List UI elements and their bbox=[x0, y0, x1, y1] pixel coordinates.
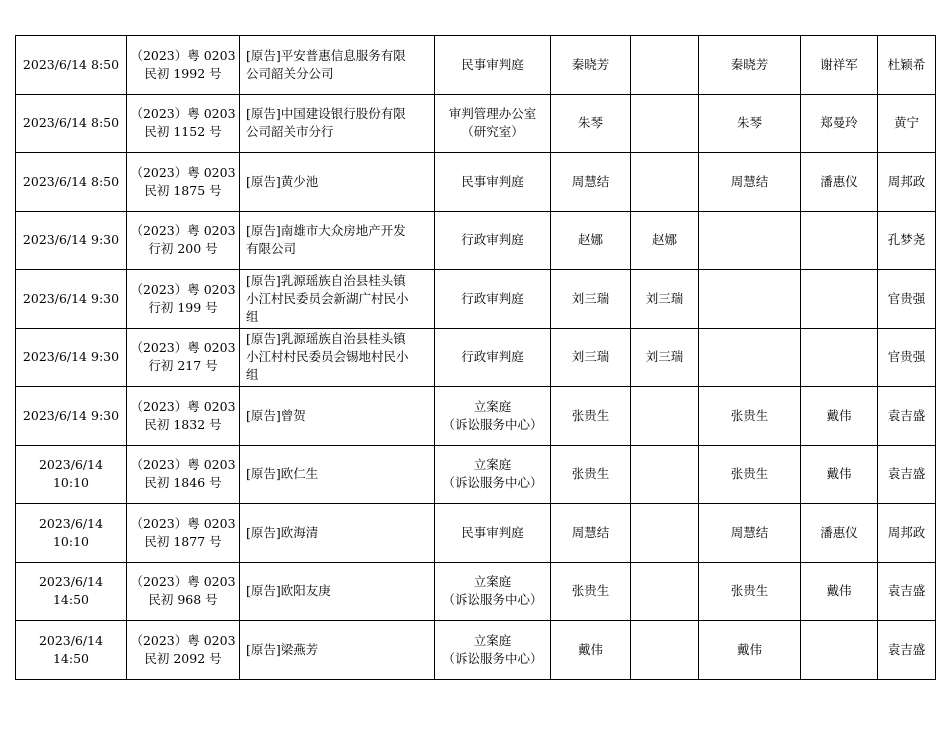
case-number-cell bbox=[127, 94, 240, 153]
name-cell-7 bbox=[699, 328, 801, 387]
judge-cell bbox=[551, 328, 631, 387]
judge-cell bbox=[551, 562, 631, 621]
case-number-cell bbox=[127, 270, 240, 329]
judge-cell bbox=[551, 445, 631, 504]
department-cell-line: 立案庭 bbox=[473, 632, 512, 648]
name-cell-7 bbox=[699, 94, 801, 153]
name-cell-6 bbox=[631, 36, 699, 95]
department-cell-line: 立案庭 bbox=[473, 398, 512, 414]
case-number-cell bbox=[127, 153, 240, 212]
judge-cell bbox=[551, 387, 631, 446]
case-number-cell-line: （2023）粤 0203 bbox=[130, 457, 236, 473]
name-cell-6 bbox=[631, 445, 699, 504]
party-cell-line: [原告]中国建设银行股份有限 bbox=[246, 106, 406, 122]
judge-cell-line: 秦晓芳 bbox=[571, 56, 610, 72]
name-cell-8 bbox=[801, 270, 878, 329]
name-cell-7-line: 周慧结 bbox=[730, 524, 769, 540]
case-number-cell-line: 行初 217 号 bbox=[148, 358, 218, 374]
department-cell bbox=[435, 36, 551, 95]
case-number-cell-line: （2023）粤 0203 bbox=[130, 632, 236, 648]
judge-cell bbox=[551, 153, 631, 212]
hearing-time-cell-line: 2023/6/14 14:50 bbox=[38, 632, 104, 666]
department-cell-line: （诉讼服务中心） bbox=[442, 475, 543, 491]
case-number-cell-line: 民初 968 号 bbox=[148, 592, 218, 608]
hearing-time-cell bbox=[16, 387, 127, 446]
case-number-cell-line: 行初 200 号 bbox=[148, 241, 218, 257]
name-cell-9 bbox=[878, 153, 936, 212]
name-cell-6 bbox=[631, 94, 699, 153]
name-cell-9 bbox=[878, 270, 936, 329]
name-cell-7 bbox=[699, 504, 801, 563]
name-cell-8-line: 戴伟 bbox=[826, 583, 852, 599]
judge-cell-line: 赵娜 bbox=[577, 232, 603, 248]
hearing-time-cell-line: 2023/6/14 8:50 bbox=[22, 173, 120, 189]
department-cell-line: 立案庭 bbox=[473, 457, 512, 473]
hearing-time-cell-line: 2023/6/14 10:10 bbox=[38, 457, 104, 491]
hearing-schedule-table bbox=[15, 35, 936, 680]
name-cell-8 bbox=[801, 387, 878, 446]
name-cell-6 bbox=[631, 387, 699, 446]
party-cell-line: 有限公司 bbox=[246, 241, 297, 257]
name-cell-6-line: 赵娜 bbox=[651, 232, 677, 248]
department-cell bbox=[435, 621, 551, 680]
name-cell-6-line: 刘三瑞 bbox=[645, 290, 684, 306]
name-cell-8-line: 潘惠仪 bbox=[820, 524, 858, 540]
name-cell-9 bbox=[878, 328, 936, 387]
party-cell-line: 小江村村民委员会锡地村民小 bbox=[246, 349, 409, 365]
case-number-cell-line: （2023）粤 0203 bbox=[130, 281, 236, 297]
table-row bbox=[16, 211, 936, 270]
department-cell-line: 立案庭 bbox=[473, 574, 512, 590]
party-cell-line: [原告]欧仁生 bbox=[246, 466, 319, 482]
name-cell-8 bbox=[801, 562, 878, 621]
case-number-cell-line: （2023）粤 0203 bbox=[130, 223, 236, 239]
case-number-cell-line: 民初 1152 号 bbox=[144, 124, 222, 140]
case-number-cell-line: （2023）粤 0203 bbox=[130, 164, 236, 180]
department-cell bbox=[435, 211, 551, 270]
name-cell-9-line: 周邦政 bbox=[887, 173, 926, 189]
case-number-cell-line: 民初 1877 号 bbox=[144, 533, 222, 549]
case-number-cell bbox=[127, 504, 240, 563]
hearing-time-cell bbox=[16, 504, 127, 563]
case-number-cell-line: （2023）粤 0203 bbox=[130, 574, 236, 590]
name-cell-8-line: 潘惠仪 bbox=[820, 173, 858, 189]
name-cell-9-line: 官贵强 bbox=[887, 349, 926, 365]
party-cell bbox=[240, 328, 435, 387]
case-number-cell bbox=[127, 621, 240, 680]
name-cell-8 bbox=[801, 328, 878, 387]
name-cell-7-line: 张贵生 bbox=[730, 466, 769, 482]
name-cell-7 bbox=[699, 211, 801, 270]
hearing-time-cell bbox=[16, 270, 127, 329]
case-number-cell-line: （2023）粤 0203 bbox=[130, 47, 236, 63]
party-cell-line: [原告]乳源瑶族自治县桂头镇 bbox=[246, 331, 406, 347]
name-cell-9 bbox=[878, 562, 936, 621]
department-cell bbox=[435, 562, 551, 621]
judge-cell-line: 张贵生 bbox=[571, 583, 610, 599]
case-number-cell bbox=[127, 562, 240, 621]
name-cell-9 bbox=[878, 387, 936, 446]
name-cell-8 bbox=[801, 211, 878, 270]
name-cell-9 bbox=[878, 211, 936, 270]
table-row bbox=[16, 94, 936, 153]
name-cell-6 bbox=[631, 270, 699, 329]
party-cell bbox=[240, 36, 435, 95]
department-cell bbox=[435, 270, 551, 329]
case-number-cell-line: 民初 2092 号 bbox=[144, 650, 222, 666]
name-cell-7 bbox=[699, 445, 801, 504]
case-number-cell bbox=[127, 445, 240, 504]
department-cell-line: 审判管理办公室 bbox=[448, 106, 537, 122]
party-cell bbox=[240, 621, 435, 680]
hearing-time-cell-line: 2023/6/14 9:30 bbox=[22, 349, 120, 365]
hearing-time-cell-line: 2023/6/14 9:30 bbox=[22, 290, 120, 306]
party-cell-line: [原告]欧海清 bbox=[246, 524, 319, 540]
table-row bbox=[16, 270, 936, 329]
name-cell-9-line: 袁吉盛 bbox=[887, 641, 926, 657]
party-cell bbox=[240, 270, 435, 329]
name-cell-8-line: 谢祥军 bbox=[820, 56, 858, 72]
name-cell-6 bbox=[631, 211, 699, 270]
hearing-time-cell-line: 2023/6/14 9:30 bbox=[22, 407, 120, 423]
hearing-time-cell bbox=[16, 562, 127, 621]
department-cell-line: （研究室） bbox=[461, 124, 524, 140]
case-number-cell-line: 民初 1992 号 bbox=[144, 65, 222, 81]
hearing-time-cell bbox=[16, 621, 127, 680]
party-cell-line: [原告]欧阳友庚 bbox=[246, 583, 331, 599]
party-cell bbox=[240, 504, 435, 563]
judge-cell bbox=[551, 270, 631, 329]
party-cell-line: [原告]南雄市大众房地产开发 bbox=[246, 223, 406, 239]
name-cell-9-line: 袁吉盛 bbox=[887, 583, 926, 599]
table-row bbox=[16, 387, 936, 446]
party-cell bbox=[240, 153, 435, 212]
name-cell-6 bbox=[631, 153, 699, 212]
table-row bbox=[16, 621, 936, 680]
party-cell-line: [原告]曾贺 bbox=[246, 407, 306, 423]
name-cell-7-line: 朱琴 bbox=[736, 115, 762, 131]
judge-cell-line: 朱琴 bbox=[577, 115, 603, 131]
name-cell-8-line: 戴伟 bbox=[826, 466, 852, 482]
name-cell-7-line: 张贵生 bbox=[730, 583, 769, 599]
name-cell-6 bbox=[631, 328, 699, 387]
case-number-cell-line: 民初 1846 号 bbox=[144, 475, 222, 491]
party-cell-line: [原告]平安普惠信息服务有限 bbox=[246, 47, 406, 63]
department-cell bbox=[435, 153, 551, 212]
name-cell-9 bbox=[878, 504, 936, 563]
name-cell-6 bbox=[631, 504, 699, 563]
hearing-time-cell bbox=[16, 445, 127, 504]
department-cell-line: （诉讼服务中心） bbox=[442, 592, 543, 608]
name-cell-9-line: 袁吉盛 bbox=[887, 407, 926, 423]
department-cell-line: （诉讼服务中心） bbox=[442, 650, 543, 666]
name-cell-8 bbox=[801, 153, 878, 212]
name-cell-9-line: 周邦政 bbox=[887, 524, 926, 540]
table-row bbox=[16, 445, 936, 504]
party-cell bbox=[240, 445, 435, 504]
case-number-cell bbox=[127, 328, 240, 387]
judge-cell bbox=[551, 211, 631, 270]
case-number-cell-line: （2023）粤 0203 bbox=[130, 106, 236, 122]
department-cell bbox=[435, 328, 551, 387]
hearing-time-cell bbox=[16, 211, 127, 270]
department-cell-line: 民事审判庭 bbox=[461, 524, 524, 540]
table-row bbox=[16, 504, 936, 563]
judge-cell bbox=[551, 504, 631, 563]
name-cell-6-line: 刘三瑞 bbox=[645, 349, 684, 365]
judge-cell bbox=[551, 36, 631, 95]
name-cell-9-line: 黄宁 bbox=[893, 115, 919, 131]
table-row bbox=[16, 36, 936, 95]
hearing-time-cell bbox=[16, 94, 127, 153]
department-cell-line: 行政审判庭 bbox=[461, 349, 524, 365]
department-cell bbox=[435, 445, 551, 504]
judge-cell-line: 周慧结 bbox=[571, 524, 610, 540]
name-cell-9 bbox=[878, 621, 936, 680]
name-cell-9-line: 杜颖希 bbox=[887, 56, 926, 72]
name-cell-8 bbox=[801, 36, 878, 95]
hearing-time-cell bbox=[16, 153, 127, 212]
hearing-time-cell-line: 2023/6/14 8:50 bbox=[22, 56, 120, 72]
department-cell bbox=[435, 387, 551, 446]
case-number-cell bbox=[127, 387, 240, 446]
party-cell-line: [原告]黄少池 bbox=[246, 173, 319, 189]
name-cell-8 bbox=[801, 504, 878, 563]
party-cell-line: [原告]梁燕芳 bbox=[246, 641, 319, 657]
department-cell-line: 民事审判庭 bbox=[461, 173, 524, 189]
judge-cell-line: 张贵生 bbox=[571, 466, 610, 482]
name-cell-7-line: 戴伟 bbox=[736, 641, 762, 657]
judge-cell-line: 刘三瑞 bbox=[571, 290, 610, 306]
party-cell-line: 公司韶关分公司 bbox=[246, 65, 334, 81]
name-cell-9-line: 袁吉盛 bbox=[887, 466, 926, 482]
hearing-time-cell bbox=[16, 36, 127, 95]
hearing-time-cell-line: 2023/6/14 10:10 bbox=[38, 515, 104, 549]
name-cell-8 bbox=[801, 445, 878, 504]
name-cell-8-line: 戴伟 bbox=[826, 407, 852, 423]
name-cell-7 bbox=[699, 36, 801, 95]
party-cell-line: 小江村民委员会新湖广村民小 bbox=[246, 290, 409, 306]
case-number-cell-line: 民初 1832 号 bbox=[144, 416, 222, 432]
name-cell-6 bbox=[631, 621, 699, 680]
name-cell-9 bbox=[878, 36, 936, 95]
hearing-time-cell-line: 2023/6/14 14:50 bbox=[38, 574, 104, 608]
case-number-cell-line: 民初 1875 号 bbox=[144, 182, 222, 198]
department-cell-line: （诉讼服务中心） bbox=[442, 416, 543, 432]
party-cell-line: 组 bbox=[246, 367, 259, 383]
judge-cell bbox=[551, 621, 631, 680]
name-cell-8-line: 郑曼玲 bbox=[820, 115, 858, 131]
table-row bbox=[16, 328, 936, 387]
name-cell-7-line: 张贵生 bbox=[730, 407, 769, 423]
name-cell-9 bbox=[878, 445, 936, 504]
name-cell-9 bbox=[878, 94, 936, 153]
case-number-cell-line: （2023）粤 0203 bbox=[130, 515, 236, 531]
table-body bbox=[16, 36, 936, 680]
hearing-time-cell-line: 2023/6/14 9:30 bbox=[22, 232, 120, 248]
case-number-cell-line: 行初 199 号 bbox=[148, 299, 218, 315]
department-cell-line: 民事审判庭 bbox=[461, 56, 524, 72]
case-number-cell bbox=[127, 36, 240, 95]
name-cell-8 bbox=[801, 94, 878, 153]
name-cell-7 bbox=[699, 562, 801, 621]
table-row bbox=[16, 153, 936, 212]
party-cell bbox=[240, 387, 435, 446]
table-row bbox=[16, 562, 936, 621]
party-cell bbox=[240, 562, 435, 621]
name-cell-8 bbox=[801, 621, 878, 680]
name-cell-7 bbox=[699, 621, 801, 680]
case-number-cell-line: （2023）粤 0203 bbox=[130, 340, 236, 356]
name-cell-7 bbox=[699, 153, 801, 212]
name-cell-6 bbox=[631, 562, 699, 621]
name-cell-9-line: 官贵强 bbox=[887, 290, 926, 306]
hearing-time-cell bbox=[16, 328, 127, 387]
name-cell-9-line: 孔梦尧 bbox=[887, 232, 926, 248]
party-cell bbox=[240, 211, 435, 270]
case-number-cell-line: （2023）粤 0203 bbox=[130, 398, 236, 414]
judge-cell-line: 周慧结 bbox=[571, 173, 610, 189]
party-cell bbox=[240, 94, 435, 153]
party-cell-line: [原告]乳源瑶族自治县桂头镇 bbox=[246, 272, 406, 288]
name-cell-7 bbox=[699, 387, 801, 446]
judge-cell-line: 张贵生 bbox=[571, 407, 610, 423]
name-cell-7-line: 秦晓芳 bbox=[730, 56, 769, 72]
name-cell-7 bbox=[699, 270, 801, 329]
judge-cell-line: 刘三瑞 bbox=[571, 349, 610, 365]
name-cell-7-line: 周慧结 bbox=[730, 173, 769, 189]
hearing-time-cell-line: 2023/6/14 8:50 bbox=[22, 115, 120, 131]
department-cell bbox=[435, 504, 551, 563]
department-cell bbox=[435, 94, 551, 153]
party-cell-line: 组 bbox=[246, 308, 259, 324]
department-cell-line: 行政审判庭 bbox=[461, 290, 524, 306]
party-cell-line: 公司韶关市分行 bbox=[246, 124, 334, 140]
judge-cell-line: 戴伟 bbox=[577, 641, 603, 657]
case-number-cell bbox=[127, 211, 240, 270]
department-cell-line: 行政审判庭 bbox=[461, 232, 524, 248]
judge-cell bbox=[551, 94, 631, 153]
